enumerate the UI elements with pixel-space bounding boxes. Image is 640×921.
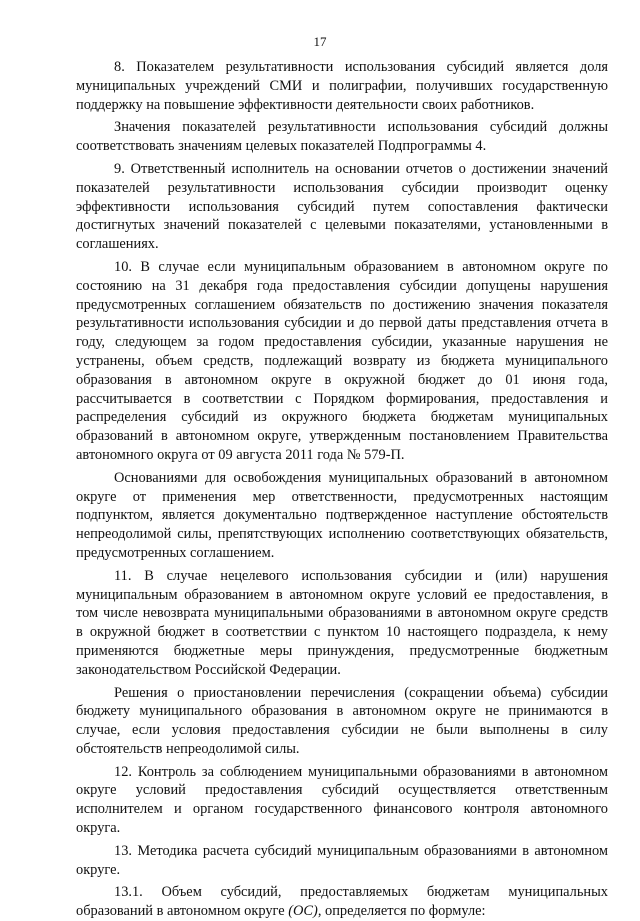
- document-body: [76, 58, 608, 921]
- paragraph-13-1: [76, 883, 608, 921]
- paragraph-13-1-start: 13.1. Объем субсидий, предоставляемых бюджетам муниципальных образований в автономном округе: [76, 884, 608, 920]
- paragraph-8: 8. Показателем результативности использования субсидий является доля муниципальных учреждений СМИ и полиграфии, получивших государственную поддержку на повышение эффективности деятельности своих работников.: [76, 59, 608, 113]
- page-number: 17: [313, 34, 327, 49]
- paragraph-9: 9. Ответственный исполнитель на основании отчетов о достижении значений показателей результативности использования субсидии производит оценку эффективности использования субсидий путем сопоставления фактически достигнутых значений показателей с целевыми показателями, установленными в соглашениях.: [76, 160, 608, 253]
- paragraph-10-exemption: Основаниями для освобождения муниципальных образований в автономном округе от применения мер ответственности, предусмотренных настоящим подпунктом, является документально подтвержденное наступление обстоятельств непреодолимой силы, препятствующих исполнению соответствующих обязательств, предусмотренных соглашением.: [76, 469, 608, 561]
- paragraph-10: 10. В случае если муниципальным образованием в автономном округе по состоянию на 31 декабря года предоставления субсидии допущены нарушения предусмотренных соглашением обязательств по достижению значения показателя результативности использования субсидии и до первой даты представления отчета в году, следующем за годом предоставления субсидии, указанные нарушения не устранены, объем средств, подлежащий возврату из бюджета муниципального образования в автономном округе в окружной бюджет до 01 июня года, рассчитывается в соответствии с Порядком формирования, предоставления и распределения субсидий из окружного бюджета бюджетам муниципальных образований в автономном округе, утвержденным постановлением Правительства автономного округа от 09 августа 2011 года № 579-П.: [76, 258, 608, 463]
- paragraph-8-values: Значения показателей результативности использования субсидий должны соответствовать значениям целевых показателей Подпрограммы 4.: [76, 119, 608, 155]
- paragraph-13: 13. Методика расчета субсидий муниципальным образованиями в автономном округе.: [76, 842, 608, 878]
- paragraph-11: 11. В случае нецелевого использования субсидии и (или) нарушения муниципальным образованием в автономном округе условий ее предоставления, в том числе невозврата муниципальными образованиями в автономном округе средств в окружной бюджет в соответствии с пунктом 10 настоящего подраздела, к нему применяются бюджетные меры принуждения, предусмотренные бюджетным законодательством Российской Федерации.: [76, 567, 608, 678]
- paragraph-11-suspension: Решения о приостановлении перечисления (сокращении объема) субсидии бюджету муниципального образования в автономном округе не принимаются в случае, если условия предоставления субсидии не были выполнены в силу обстоятельств непреодолимой силы.: [76, 684, 608, 757]
- paragraph-12: 12. Контроль за соблюдением муниципальными образованиями в автономном округе условий предоставления субсидий осуществляется ответственным исполнителем и органом государственного финансового контроля автономного округа.: [76, 763, 608, 837]
- formula-variable-os: (ОС): [288, 903, 318, 920]
- paragraph-13-1-end: , определяется по формуле:: [317, 903, 486, 920]
